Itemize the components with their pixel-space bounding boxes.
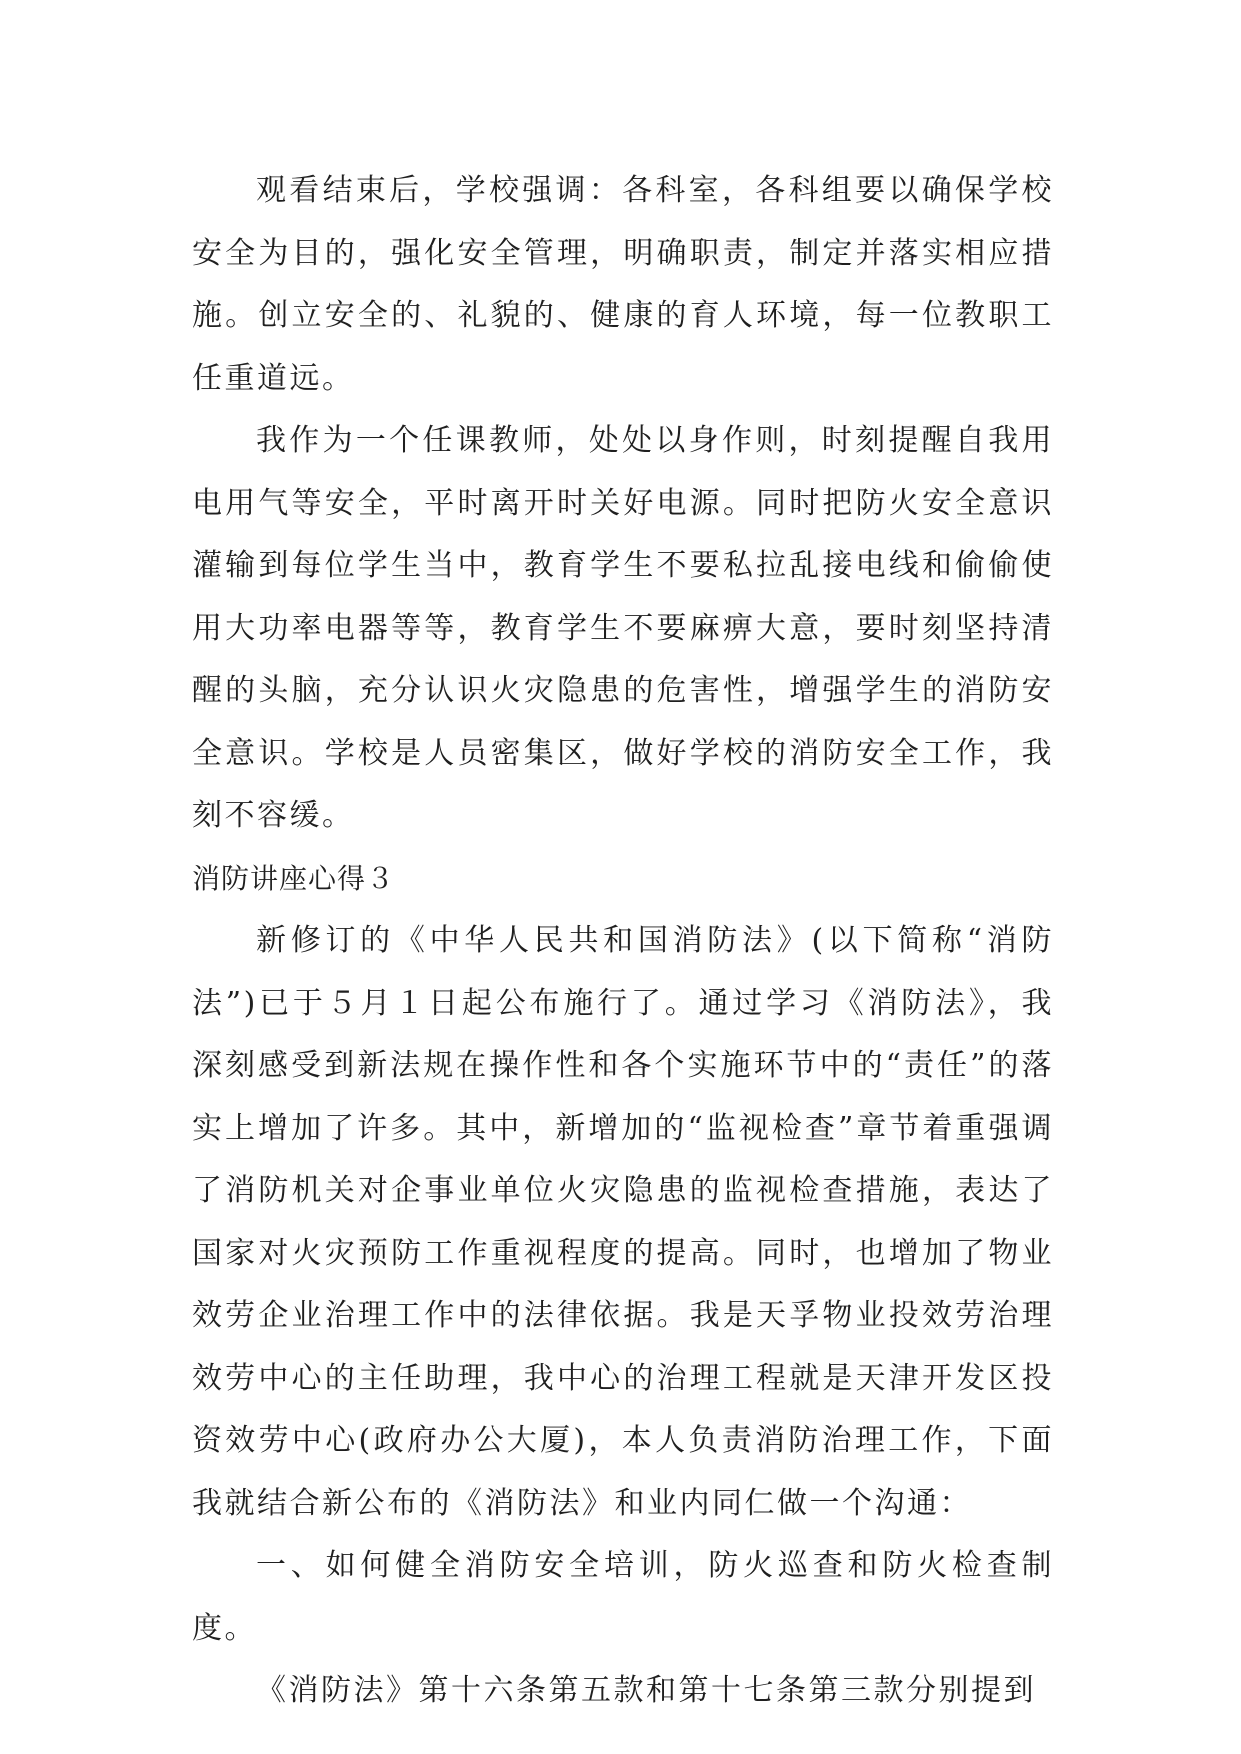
paragraph-fire-law-intro: 新修订的《中华人民共和国消防法》(以下简称“消防法”)已于５月１日起公布施行了。通过学习《消防法》，我深刻感受到新法规在操作性和各个实施环节中的“责任”的落实上增加了许多。其中，新增加的“监视检查”章节着重强调了消防机关对企事业单位火灾隐患的监视检查措施，表达了国家对火灾预防工作重视程度的提高。同时，也增加了物业效劳企业治理工作中的法律依据。我是天孚物业投效劳治理效劳中心的主任助理，我中心的治理工程就是天津开发区投资效劳中心(政府办公大厦)，本人负责消防治理工作，下面我就结合新公布的《消防法》和业内同仁做一个沟通： bbox=[192, 923, 1054, 1521]
paragraph-article-reference: 《消防法》第十六条第五款和第十七条第三款分别提到 bbox=[256, 1673, 1036, 1708]
paragraph-teacher-role: 我作为一个任课教师，处处以身作则，时刻提醒自我用电用气等安全，平时离开时关好电源。同时把防火安全意识灌输到每位学生当中，教育学生不要私拉乱接电线和偷偷使用大功率电器等等，教育学生不要麻痹大意，要时刻坚持清醒的头脑，充分认识火灾隐患的危害性，增强学生的消防安全意识。学校是人员密集区，做好学校的消防安全工作，我刻不容缓。 bbox=[192, 423, 1054, 833]
document-body bbox=[192, 160, 1054, 1723]
section-heading: 消防讲座心得３ bbox=[192, 861, 396, 895]
paragraph-school-emphasis: 观看结束后，学校强调：各科室，各科组要以确保学校安全为目的，强化安全管理，明确职责，制定并落实相应措施。创立安全的、礼貌的、健康的育人环境，每一位教职工任重道远。 bbox=[192, 173, 1054, 396]
paragraph-item-one: 一、如何健全消防安全培训，防火巡查和防火检查制度。 bbox=[192, 1548, 1054, 1646]
